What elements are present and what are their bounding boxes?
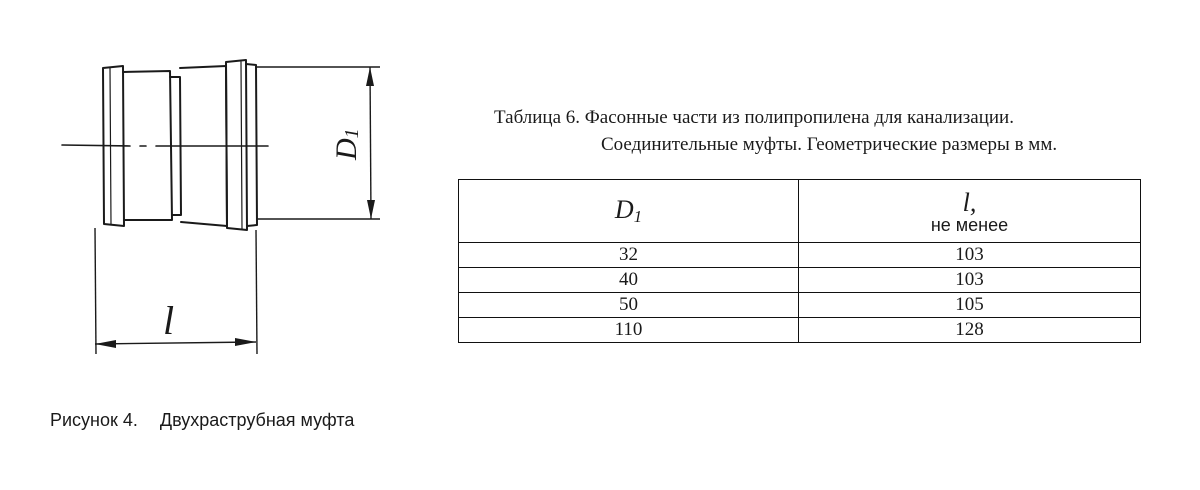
cell-length: 103 [799, 243, 1141, 268]
table-row [459, 268, 1141, 293]
table-header-row [459, 180, 1141, 243]
figure-title: Двухраструбная муфта [159, 410, 355, 430]
table-row [459, 293, 1141, 318]
cell-length: 128 [799, 318, 1141, 343]
cell-d1: 40 [459, 268, 799, 293]
table-caption-line2: Соединительные муфты. Геометрические размеры в мм. [601, 134, 1058, 155]
arrow-left-icon [95, 340, 116, 348]
header-d1: $D_1$ [459, 180, 799, 243]
l-label: l [163, 298, 175, 343]
coupling-drawing [0, 0, 460, 400]
arrow-down-icon [367, 200, 375, 219]
d1-label: D1 [330, 128, 363, 160]
table-row [459, 318, 1141, 343]
table-row [459, 243, 1141, 268]
cell-length: 105 [799, 293, 1141, 318]
cell-d1: 110 [459, 318, 799, 343]
l-dimension-line [95, 342, 256, 344]
cell-d1: 32 [459, 243, 799, 268]
centerline [62, 145, 130, 146]
table-caption [494, 104, 1057, 158]
arrow-right-icon [235, 338, 256, 346]
dimensions-table [458, 179, 1141, 343]
table-caption-line1: Таблица 6. Фасонные части из полипропилена для канализации. [494, 107, 1014, 128]
arrow-up-icon [366, 67, 374, 86]
figure-number: Рисунок 4. [50, 410, 138, 430]
d1-dimension-line [370, 67, 371, 219]
figure-caption [50, 410, 354, 431]
cell-length: 103 [799, 268, 1141, 293]
cell-d1: 50 [459, 293, 799, 318]
right-flange [226, 60, 247, 230]
header-length: l, не менее [799, 180, 1141, 243]
